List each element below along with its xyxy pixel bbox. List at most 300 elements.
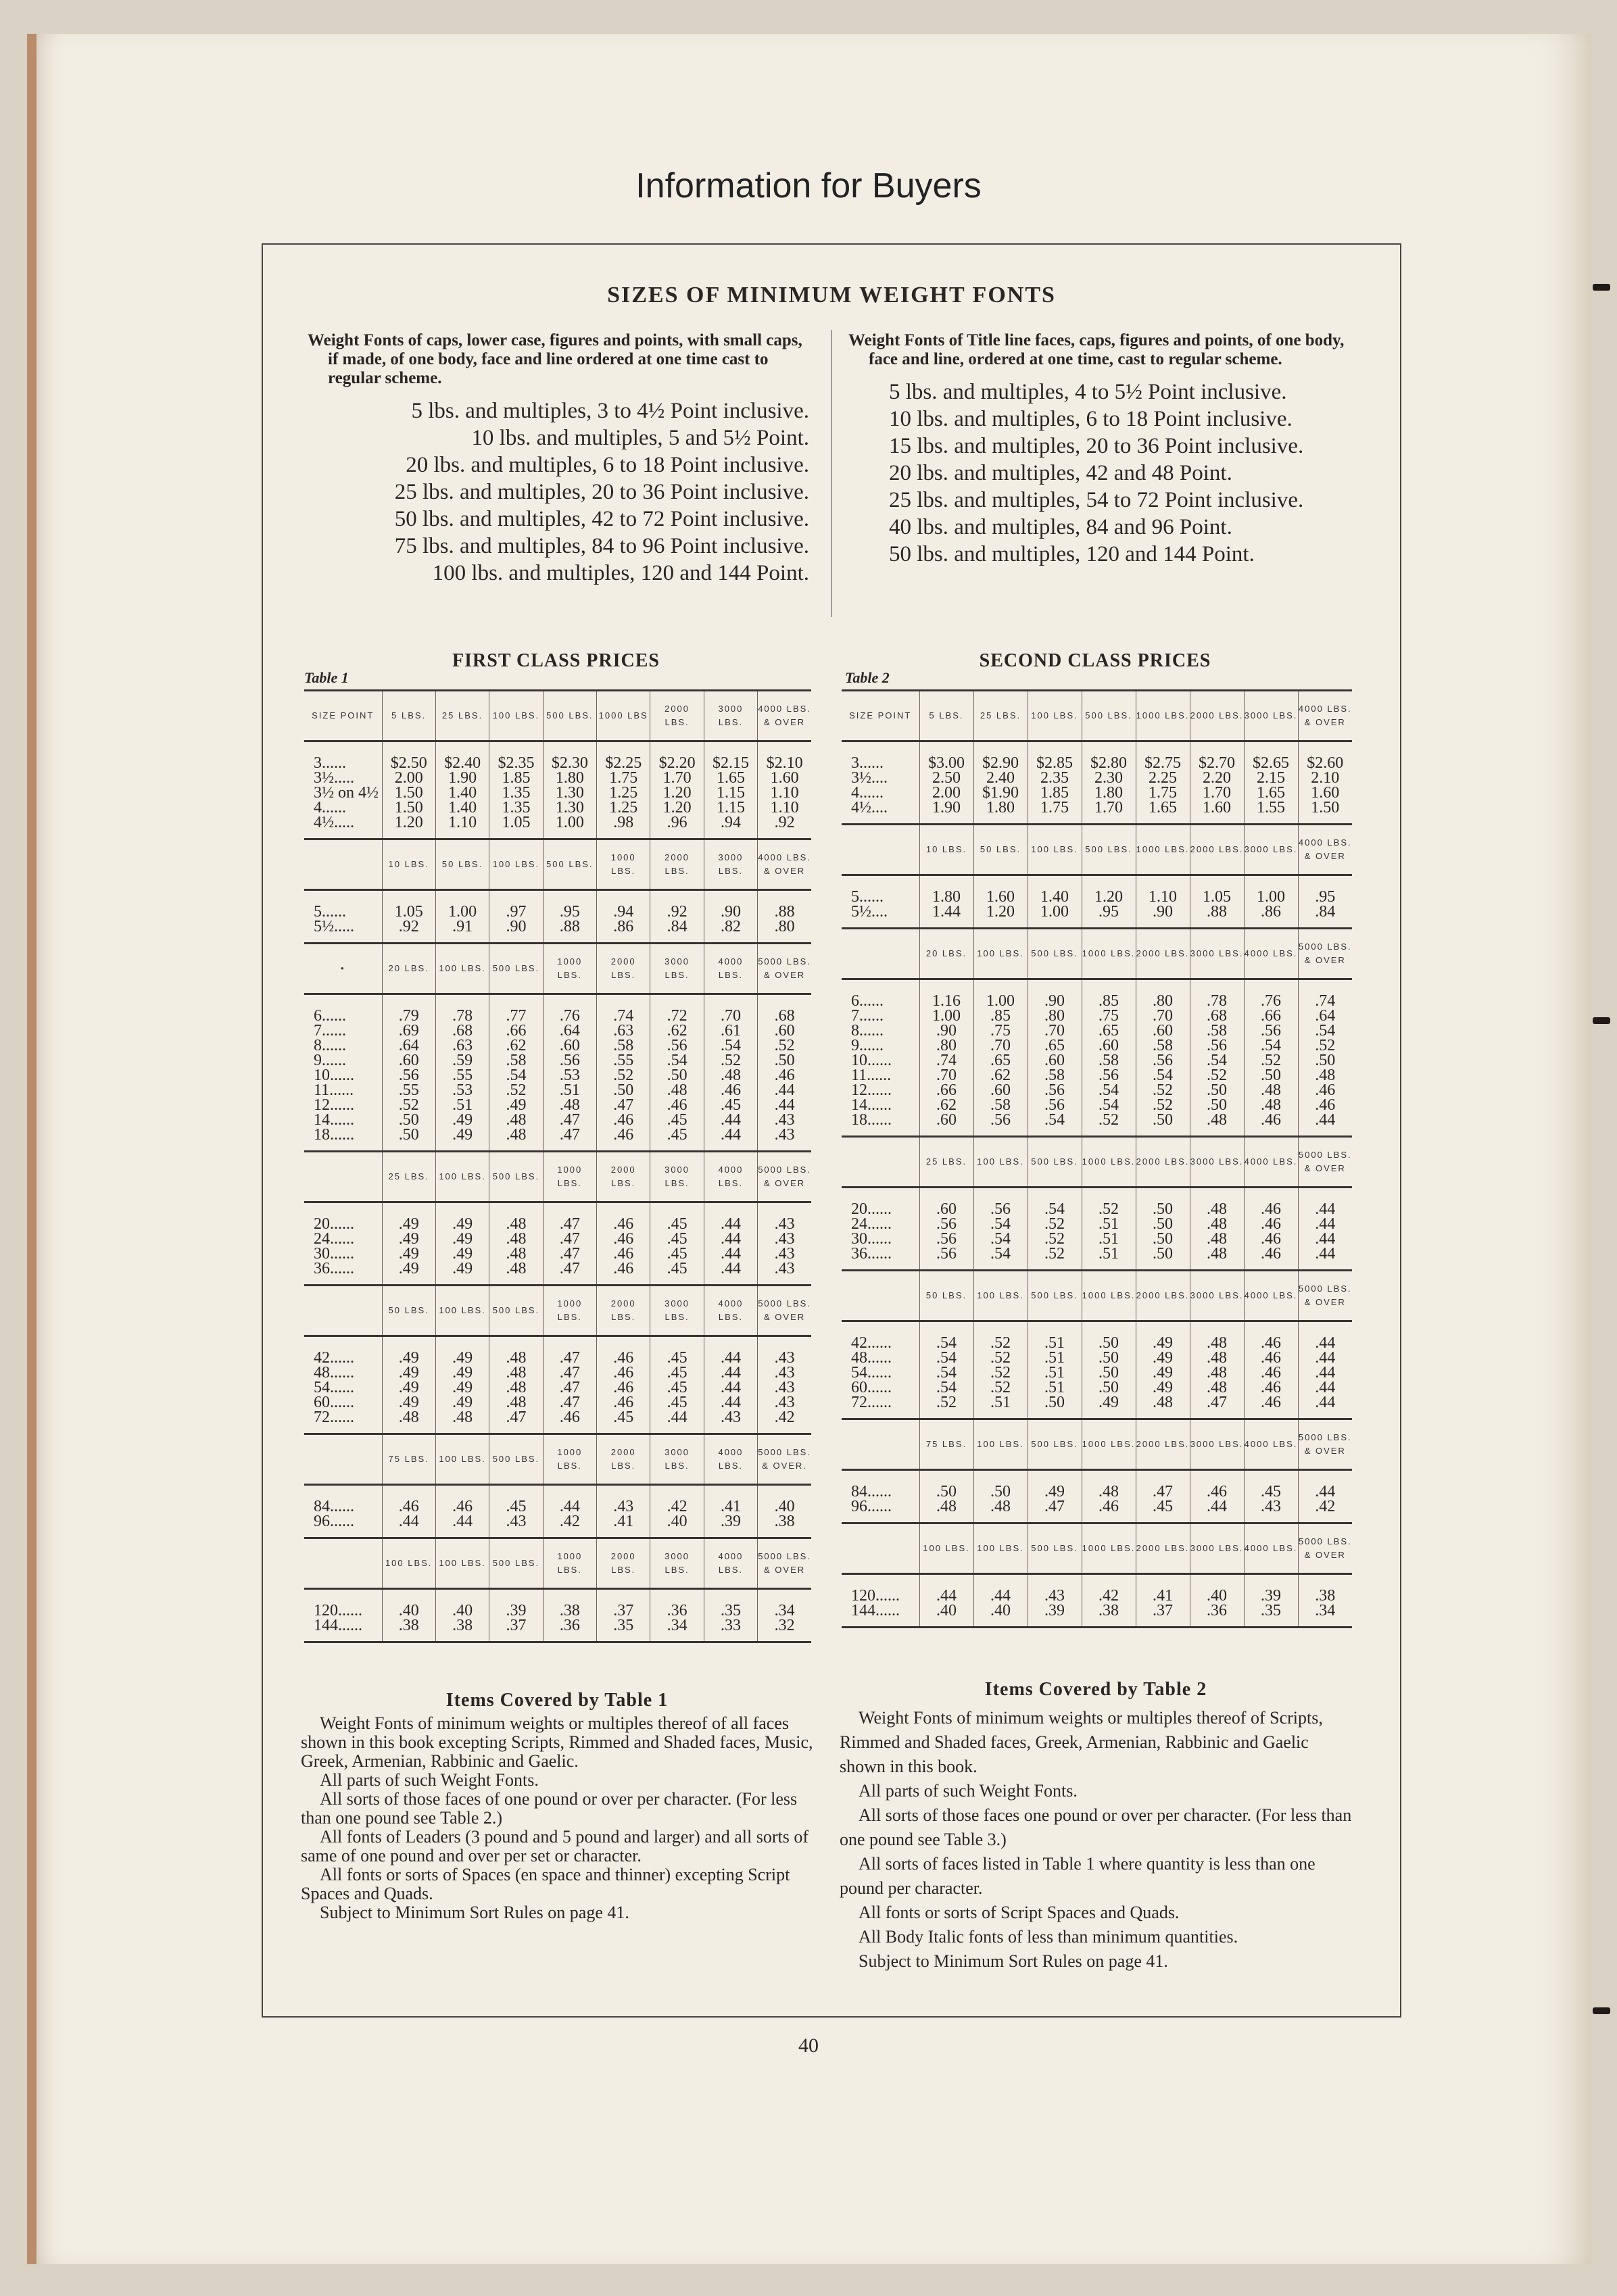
price-cell: .49 (382, 1380, 435, 1395)
price-cell: .48 (489, 1217, 543, 1231)
price-cell: .60 (1028, 1053, 1082, 1068)
quantity-header: 1000 LBS. (1082, 1419, 1136, 1470)
price-cell: .51 (1028, 1380, 1082, 1395)
price-cell: .46 (435, 1499, 489, 1514)
quantity-header: 1000 LBS. (1136, 691, 1190, 741)
quantity-header: 2000 LBS. (597, 1434, 650, 1485)
price-cell: .53 (543, 1068, 596, 1083)
price-cell: .49 (382, 1365, 435, 1380)
price-cell: .45 (704, 1098, 757, 1113)
price-cell: .52 (1082, 1202, 1136, 1217)
price-cell: .66 (919, 1083, 973, 1098)
items-paragraph: All parts of such Weight Fonts. (859, 1781, 1078, 1801)
quantity-header: 2000 LBS. (597, 1538, 650, 1589)
quantity-header: 3000 LBS. (1244, 825, 1298, 875)
price-cell: .54 (1136, 1068, 1190, 1083)
price-cell: 1.80 (543, 771, 596, 785)
price-cell: .41 (1136, 1588, 1190, 1603)
price-cell: .40 (973, 1603, 1028, 1618)
price-cell: .46 (1244, 1380, 1298, 1395)
price-cell: .63 (435, 1038, 489, 1053)
price-cell: .54 (919, 1365, 973, 1380)
price-cell: .52 (973, 1380, 1028, 1395)
price-cell: .42 (1298, 1499, 1352, 1514)
price-cell: 1.05 (1190, 889, 1244, 904)
price-cell: 1.30 (543, 800, 596, 815)
page-tab (1593, 2007, 1610, 2014)
spacer-row (304, 934, 811, 944)
header-row (842, 825, 1352, 875)
price-cell: .40 (382, 1603, 435, 1618)
table-row (304, 1008, 811, 1023)
price-cell: .49 (435, 1350, 489, 1365)
intro-left (308, 331, 809, 587)
price-cell: 1.90 (919, 800, 973, 815)
price-cell: .48 (489, 1231, 543, 1246)
items-paragraph: Weight Fonts of minimum weights or multiples thereof of Scripts, Rimmed and Shaded faces, Greek, Armenian, Rabbinic and Gaelic shown in this book. (840, 1708, 1323, 1776)
price-cell: .65 (973, 1053, 1028, 1068)
spacer-row (842, 741, 1352, 756)
price-cell: .46 (758, 1068, 811, 1083)
header-row (304, 1538, 811, 1589)
price-cell: 1.90 (435, 771, 489, 785)
table-row (842, 1083, 1352, 1098)
quantity-header: 1000 LBS (597, 691, 650, 741)
items-paragraph: All sorts of faces listed in Table 1 where quantity is less than one pound per character. (840, 1854, 1316, 1898)
header-row (842, 1271, 1352, 1321)
price-cell: 1.70 (1082, 800, 1136, 815)
price-cell: 1.00 (435, 904, 489, 919)
price-cell: 1.80 (973, 800, 1028, 815)
price-cell: .44 (435, 1514, 489, 1529)
price-cell: .51 (1028, 1350, 1082, 1365)
table-row (842, 1395, 1352, 1410)
quantity-header: 100 LBS. (919, 1523, 973, 1574)
point-size-cell: 84...... (314, 1499, 354, 1514)
price-cell: .52 (919, 1395, 973, 1410)
price-cell: 1.70 (1190, 785, 1244, 800)
price-cell: .91 (435, 919, 489, 934)
quantity-header: 4000 LBS. (1244, 1137, 1298, 1188)
price-cell: .56 (1082, 1068, 1136, 1083)
price-cell: .44 (704, 1231, 757, 1246)
point-size-cell: 36...... (314, 1261, 354, 1276)
quantity-header: 2000 LBS. (597, 944, 650, 994)
price-cell: .64 (1298, 1008, 1352, 1023)
price-cell: .43 (1244, 1499, 1298, 1514)
price-cell: .43 (758, 1380, 811, 1395)
price-cell: .53 (435, 1083, 489, 1098)
price-cell: .49 (1028, 1484, 1082, 1499)
point-size-cell: 24...... (314, 1231, 354, 1246)
price-cell: .98 (597, 815, 650, 830)
table-row (304, 919, 811, 934)
price-cell: .54 (919, 1336, 973, 1350)
header-row (304, 944, 811, 994)
intro-line: 50 lbs. and multiples, 42 to 72 Point inclusive. (394, 507, 809, 531)
items-paragraph: Subject to Minimum Sort Rules on page 41. (320, 1903, 629, 1922)
price-cell: .49 (435, 1380, 489, 1395)
point-size-cell: 9...... (314, 1053, 346, 1068)
price-cell: 1.20 (973, 904, 1028, 919)
quantity-header: 3000 LBS. (1190, 1137, 1244, 1188)
price-cell: .56 (650, 1038, 704, 1053)
table-row (842, 1499, 1352, 1514)
spacer-row (842, 1618, 1352, 1628)
price-cell: .48 (489, 1127, 543, 1142)
price-cell: 1.00 (1028, 904, 1082, 919)
price-cell: .44 (1298, 1395, 1352, 1410)
price-cell: .44 (704, 1217, 757, 1231)
price-cell: .90 (1136, 904, 1190, 919)
price-cell: .46 (597, 1246, 650, 1261)
price-cell: 1.05 (489, 815, 543, 830)
price-cell: .46 (597, 1127, 650, 1142)
size-header (304, 1286, 382, 1336)
size-header: SIZE POINT (842, 691, 919, 741)
size-header (842, 825, 919, 875)
price-cell: .45 (597, 1410, 650, 1425)
quantity-header: 100 LBS. (435, 1152, 489, 1202)
quantity-header: 2000 LBS. (1190, 825, 1244, 875)
price-cell: .50 (1190, 1098, 1244, 1113)
price-cell: 2.20 (1190, 771, 1244, 785)
spacer-row (304, 1276, 811, 1286)
spacer-row (304, 1425, 811, 1434)
price-cell: .43 (1028, 1588, 1082, 1603)
header-row (842, 1137, 1352, 1188)
price-cell: .36 (543, 1618, 596, 1633)
price-cell: .97 (489, 904, 543, 919)
price-cell: 2.15 (1244, 771, 1298, 785)
price-cell: .49 (435, 1217, 489, 1231)
price-cell: 1.40 (435, 785, 489, 800)
price-cell: 1.75 (1136, 785, 1190, 800)
header-row (304, 1434, 811, 1485)
quantity-header: 1000 LBS. (1082, 1137, 1136, 1188)
price-cell: .48 (489, 1246, 543, 1261)
price-cell: 1.50 (1298, 800, 1352, 815)
price-cell: .48 (1190, 1217, 1244, 1231)
intro-line: 75 lbs. and multiples, 84 to 96 Point inclusive. (394, 534, 809, 558)
price-cell: .52 (1136, 1083, 1190, 1098)
price-cell: .44 (1298, 1484, 1352, 1499)
quantity-header: 1000 LBS. (543, 1152, 596, 1202)
price-cell: .68 (1190, 1008, 1244, 1023)
table-row (304, 1246, 811, 1261)
price-cell: .54 (1298, 1023, 1352, 1038)
price-cell: 1.75 (597, 771, 650, 785)
quantity-header: 3000 LBS. (650, 944, 704, 994)
price-cell: .54 (973, 1231, 1028, 1246)
quantity-header: 1000 LBS. (543, 1538, 596, 1589)
price-cell: .44 (1298, 1350, 1352, 1365)
price-cell: .56 (1028, 1083, 1082, 1098)
price-cell: .51 (1082, 1231, 1136, 1246)
price-cell: .34 (1298, 1603, 1352, 1618)
price-cell: .56 (919, 1231, 973, 1246)
point-size-cell: 9...... (851, 1038, 884, 1053)
price-cell: .38 (543, 1603, 596, 1618)
quantity-header: 500 LBS. (489, 1538, 543, 1589)
price-cell: .42 (543, 1514, 596, 1529)
spacer-row (304, 1202, 811, 1217)
intro-right-lines (848, 378, 1350, 568)
price-cell: 1.00 (1244, 889, 1298, 904)
intro-line: 10 lbs. and multiples, 5 and 5½ Point. (471, 426, 809, 450)
quantity-header: 500 LBS. (543, 691, 596, 741)
price-cell: .52 (1028, 1246, 1082, 1261)
point-size-cell: 18...... (314, 1127, 354, 1142)
price-cell: .50 (973, 1484, 1028, 1499)
price-cell: .41 (597, 1514, 650, 1529)
price-cell: .37 (1136, 1603, 1190, 1618)
quantity-header: 2000 LBS. (1136, 1419, 1190, 1470)
quantity-header: 10 LBS. (919, 825, 973, 875)
quantity-header: 100 LBS. (973, 1137, 1028, 1188)
price-cell: .36 (1190, 1603, 1244, 1618)
table-row (304, 1068, 811, 1083)
price-cell: .49 (1136, 1336, 1190, 1350)
price-cell: .52 (1028, 1231, 1082, 1246)
quantity-header: 4000 LBS. & OVER (1298, 691, 1352, 741)
price-cell: .88 (758, 904, 811, 919)
quantity-header: 500 LBS. (489, 1286, 543, 1336)
table-row (304, 1499, 811, 1514)
size-header (842, 929, 919, 979)
price-cell: .45 (650, 1261, 704, 1276)
spacer-row (842, 1410, 1352, 1419)
price-cell: .44 (1298, 1336, 1352, 1350)
price-cell: 2.00 (382, 771, 435, 785)
price-cell: .38 (435, 1618, 489, 1633)
price-cell: .47 (1190, 1395, 1244, 1410)
table-row (304, 1410, 811, 1425)
quantity-header: 500 LBS. (1028, 1523, 1082, 1574)
price-cell: .47 (543, 1113, 596, 1127)
price-cell: .95 (1298, 889, 1352, 904)
price-cell: .48 (489, 1380, 543, 1395)
point-size-cell: 10...... (314, 1068, 354, 1083)
header-row (842, 1419, 1352, 1470)
price-cell: .79 (382, 1008, 435, 1023)
price-cell: 2.35 (1028, 771, 1082, 785)
price-cell: .48 (1136, 1395, 1190, 1410)
price-cell: .49 (435, 1246, 489, 1261)
price-cell: .52 (1190, 1068, 1244, 1083)
price-cell: .48 (382, 1410, 435, 1425)
price-cell: .42 (1082, 1588, 1136, 1603)
price-cell: .55 (597, 1053, 650, 1068)
price-cell: .44 (1298, 1231, 1352, 1246)
intro-line: 100 lbs. and multiples, 120 and 144 Point. (432, 561, 809, 585)
table-row (842, 1023, 1352, 1038)
price-cell: .58 (1190, 1023, 1244, 1038)
price-cell: .47 (543, 1261, 596, 1276)
price-cell: .88 (1190, 904, 1244, 919)
price-cell: $1.90 (973, 785, 1028, 800)
price-cell: .65 (1082, 1023, 1136, 1038)
price-cell: .72 (650, 1008, 704, 1023)
price-cell: 2.50 (919, 771, 973, 785)
price-cell: .51 (1082, 1246, 1136, 1261)
price-cell: .48 (1190, 1231, 1244, 1246)
table-row (304, 1053, 811, 1068)
price-cell: .47 (1136, 1484, 1190, 1499)
page-tab (1593, 1017, 1610, 1024)
items-paragraph: All fonts or sorts of Script Spaces and Quads. (859, 1903, 1180, 1922)
price-cell: .52 (1082, 1113, 1136, 1127)
point-size-cell: 72...... (314, 1410, 354, 1425)
spacer-row (304, 1589, 811, 1604)
point-size-cell: 48...... (314, 1365, 354, 1380)
intro-right (848, 331, 1350, 568)
point-size-cell: 54...... (314, 1380, 354, 1395)
price-cell: .45 (1136, 1499, 1190, 1514)
price-cell: .34 (650, 1618, 704, 1633)
header-row (304, 1152, 811, 1202)
quantity-header: 4000 LBS. (704, 1152, 757, 1202)
price-cell: .37 (489, 1618, 543, 1633)
price-cell: .45 (650, 1231, 704, 1246)
quantity-header: 75 LBS. (919, 1419, 973, 1470)
point-size-cell: 42...... (314, 1350, 354, 1365)
price-cell: .66 (1244, 1008, 1298, 1023)
quantity-header: 2000 LBS. (1190, 691, 1244, 741)
price-cell: .45 (650, 1217, 704, 1231)
price-cell: .58 (489, 1053, 543, 1068)
items-table2 (840, 1678, 1352, 1974)
point-size-cell: 3...... (314, 756, 346, 771)
price-cell: .94 (704, 815, 757, 830)
spacer-row (842, 1470, 1352, 1485)
quantity-header: 25 LBS. (919, 1137, 973, 1188)
price-cell: .43 (758, 1261, 811, 1276)
price-cell: .38 (382, 1618, 435, 1633)
section-title: SIZES OF MINIMUM WEIGHT FONTS (607, 283, 1056, 308)
price-cell: .48 (489, 1261, 543, 1276)
price-cell: .44 (704, 1261, 757, 1276)
price-cell: .50 (1190, 1083, 1244, 1098)
price-cell: .48 (1190, 1336, 1244, 1350)
price-cell: .44 (704, 1365, 757, 1380)
price-cell: .96 (650, 815, 704, 830)
table-row (842, 1365, 1352, 1380)
price-cell: .80 (1136, 994, 1190, 1008)
price-cell: .90 (489, 919, 543, 934)
quantity-header: 100 LBS. (435, 944, 489, 994)
spacer-row (842, 815, 1352, 825)
point-size-cell: 12...... (851, 1083, 892, 1098)
price-cell: .58 (1136, 1038, 1190, 1053)
quantity-header: 4000 LBS. & OVER (1298, 825, 1352, 875)
quantity-header: 5000 LBS. & OVER (758, 1286, 811, 1336)
price-cell: .43 (758, 1127, 811, 1142)
quantity-header: 3000 LBS. (650, 1286, 704, 1336)
price-cell: .46 (1244, 1231, 1298, 1246)
price-cell: .40 (919, 1603, 973, 1618)
point-size-cell: 18...... (851, 1113, 892, 1127)
price-cell: .49 (435, 1231, 489, 1246)
quantity-header: 50 LBS. (435, 839, 489, 890)
price-cell: .95 (543, 904, 596, 919)
price-cell: .47 (543, 1380, 596, 1395)
price-cell: .47 (489, 1410, 543, 1425)
price-cell: $2.90 (973, 756, 1028, 771)
table-row (304, 1217, 811, 1231)
price-cell: .38 (758, 1514, 811, 1529)
price-cell: .47 (543, 1231, 596, 1246)
price-cell: .44 (1298, 1365, 1352, 1380)
price-cell: .46 (1244, 1246, 1298, 1261)
table-row (304, 800, 811, 815)
quantity-header: 4000 LBS. (704, 1538, 757, 1589)
price-cell: .44 (704, 1380, 757, 1395)
quantity-header: 2000 LBS. (597, 1286, 650, 1336)
table1-title: FIRST CLASS PRICES (452, 650, 660, 671)
table-row (304, 1395, 811, 1410)
price-cell: 2.00 (919, 785, 973, 800)
point-size-cell: 30...... (314, 1246, 354, 1261)
price-cell: .50 (1082, 1336, 1136, 1350)
quantity-header: 500 LBS. (1028, 1271, 1082, 1321)
price-cell: .80 (758, 919, 811, 934)
price-cell: .66 (489, 1023, 543, 1038)
price-cell: .56 (1244, 1023, 1298, 1038)
price-cell: .45 (650, 1380, 704, 1395)
quantity-header: 3000 LBS. (1190, 929, 1244, 979)
quantity-header: 75 LBS. (382, 1434, 435, 1485)
size-header (304, 1434, 382, 1485)
spacer-row (842, 1321, 1352, 1336)
quantity-header: 500 LBS. (1028, 1419, 1082, 1470)
price-cell: .70 (704, 1008, 757, 1023)
quantity-header: 3000 LBS. (650, 1538, 704, 1589)
table-row (304, 1380, 811, 1395)
price-cell: .46 (1244, 1350, 1298, 1365)
price-cell: .39 (1244, 1588, 1298, 1603)
quantity-header: 25 LBS. (973, 691, 1028, 741)
price-cell: $2.30 (543, 756, 596, 771)
price-cell: $2.65 (1244, 756, 1298, 771)
price-cell: .43 (489, 1514, 543, 1529)
price-cell: .59 (435, 1053, 489, 1068)
spacer-row (842, 1127, 1352, 1137)
price-cell: .54 (1244, 1038, 1298, 1053)
items-paragraph: All Body Italic fonts of less than minimum quantities. (859, 1927, 1238, 1947)
table-row (304, 1350, 811, 1365)
point-size-cell: 14...... (851, 1098, 892, 1113)
quantity-header: 4000 LBS. (704, 944, 757, 994)
quantity-header: 20 LBS. (382, 944, 435, 994)
quantity-header: 5000 LBS. & OVER (758, 1538, 811, 1589)
table-row (304, 756, 811, 771)
items-table1 (301, 1691, 813, 1922)
price-cell: 1.40 (435, 800, 489, 815)
point-size-cell: 4½..... (314, 815, 354, 830)
price-cell: .46 (1244, 1336, 1298, 1350)
price-cell: .50 (1136, 1246, 1190, 1261)
price-cell: .75 (973, 1023, 1028, 1038)
price-cell: .68 (435, 1023, 489, 1038)
price-cell: .44 (758, 1083, 811, 1098)
spacer-row (304, 1633, 811, 1642)
spacer-row (842, 979, 1352, 994)
price-cell: .44 (543, 1499, 596, 1514)
price-cell: .39 (489, 1603, 543, 1618)
size-header (304, 1152, 382, 1202)
quantity-header: 500 LBS. (1028, 1137, 1082, 1188)
